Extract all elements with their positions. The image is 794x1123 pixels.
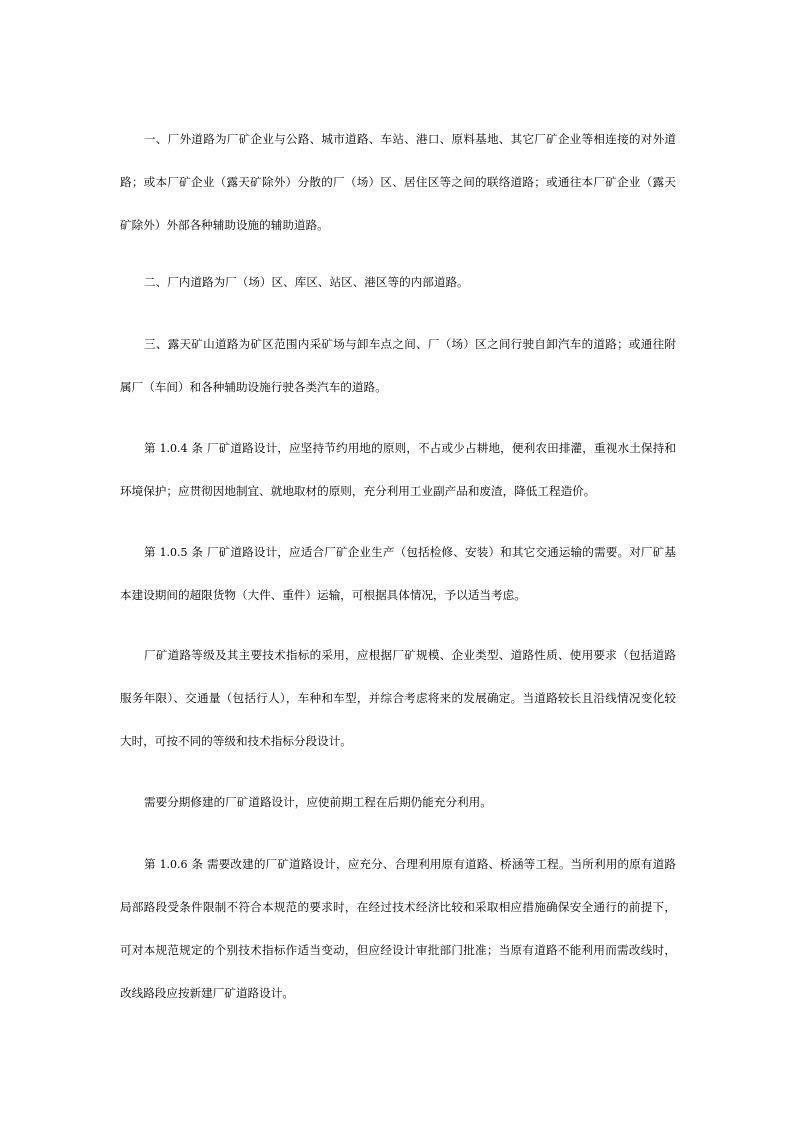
clause-1-0-6 xyxy=(120,843,676,1015)
clause-prefix: 第 xyxy=(144,545,156,559)
paragraph-text: 二、厂内道路为厂（场）区、库区、站区、港区等的内部道路。 xyxy=(144,275,469,289)
paragraph-text: 厂矿道路等级及其主要技术指标的采用，应根据厂矿规模、企业类型、道路性质、使用要求（包括道路服务年限）、交通量（包括行人），车种和车型，并综合考虑将来的发展确定。当道路较长且沿线情况变化较大时，可按不同的等级和技术指标分段设计。 xyxy=(120,648,676,748)
paragraph-text: 三、露天矿山道路为矿区范围内采矿场与卸车点之间、厂（场）区之间行驶自卸汽车的道路；或通往附属厂（车间）和各种辅助设施行驶各类汽车的道路。 xyxy=(120,337,676,394)
clause-1-0-5 xyxy=(120,531,676,617)
clause-text: 条 厂矿道路设计，应坚持节约用地的原则，不占或少占耕地，便利农田排灌，重视水土保持和环境保护；应贯彻因地制宜、就地取材的原则，充分利用工业副产品和废渣，降低工程造价。 xyxy=(120,441,676,498)
clause-number: 1.0.4 xyxy=(159,442,188,455)
paragraph-text: 需要分期修建的厂矿道路设计，应使前期工程在后期仍能充分利用。 xyxy=(144,795,492,809)
paragraph-road-grades xyxy=(120,634,676,763)
clause-prefix: 第 xyxy=(144,857,156,871)
clause-text: 条 需要改建的厂矿道路设计，应充分、合理利用原有道路、桥涵等工程。当所利用的原有道路局部路段受条件限制不符合本规范的要求时，在经过技术经济比较和采取相应措施确保安全通行的前提下，可对本规范规定的个别技术指标作适当变动，但应经设计审批部门批准；当原有道路不能利用而需改线时，改线路段应按新建厂矿道路设计。 xyxy=(120,857,676,1000)
clause-1-0-4 xyxy=(120,427,676,513)
clause-number: 1.0.5 xyxy=(159,546,188,559)
clause-prefix: 第 xyxy=(144,441,156,455)
paragraph-mine-roads xyxy=(120,323,676,409)
paragraph-text: 一、厂外道路为厂矿企业与公路、城市道路、车站、港口、原料基地、其它厂矿企业等相连接的对外道路；或本厂矿企业（露天矿除外）分散的厂（场）区、居住区等之间的联络道路；或通往本厂矿企业（露天矿除外）外部各种辅助设施的辅助道路。 xyxy=(120,132,676,232)
paragraph-inside-roads xyxy=(120,261,676,304)
clause-number: 1.0.6 xyxy=(159,858,188,871)
clause-text: 条 厂矿道路设计，应适合厂矿企业生产（包括检修、安装）和其它交通运输的需要。对厂矿基本建设期间的超限货物（大件、重件）运输，可根据具体情况，予以适当考虑。 xyxy=(120,545,676,602)
paragraph-outside-roads xyxy=(120,118,676,247)
paragraph-staged-construction xyxy=(120,781,676,824)
